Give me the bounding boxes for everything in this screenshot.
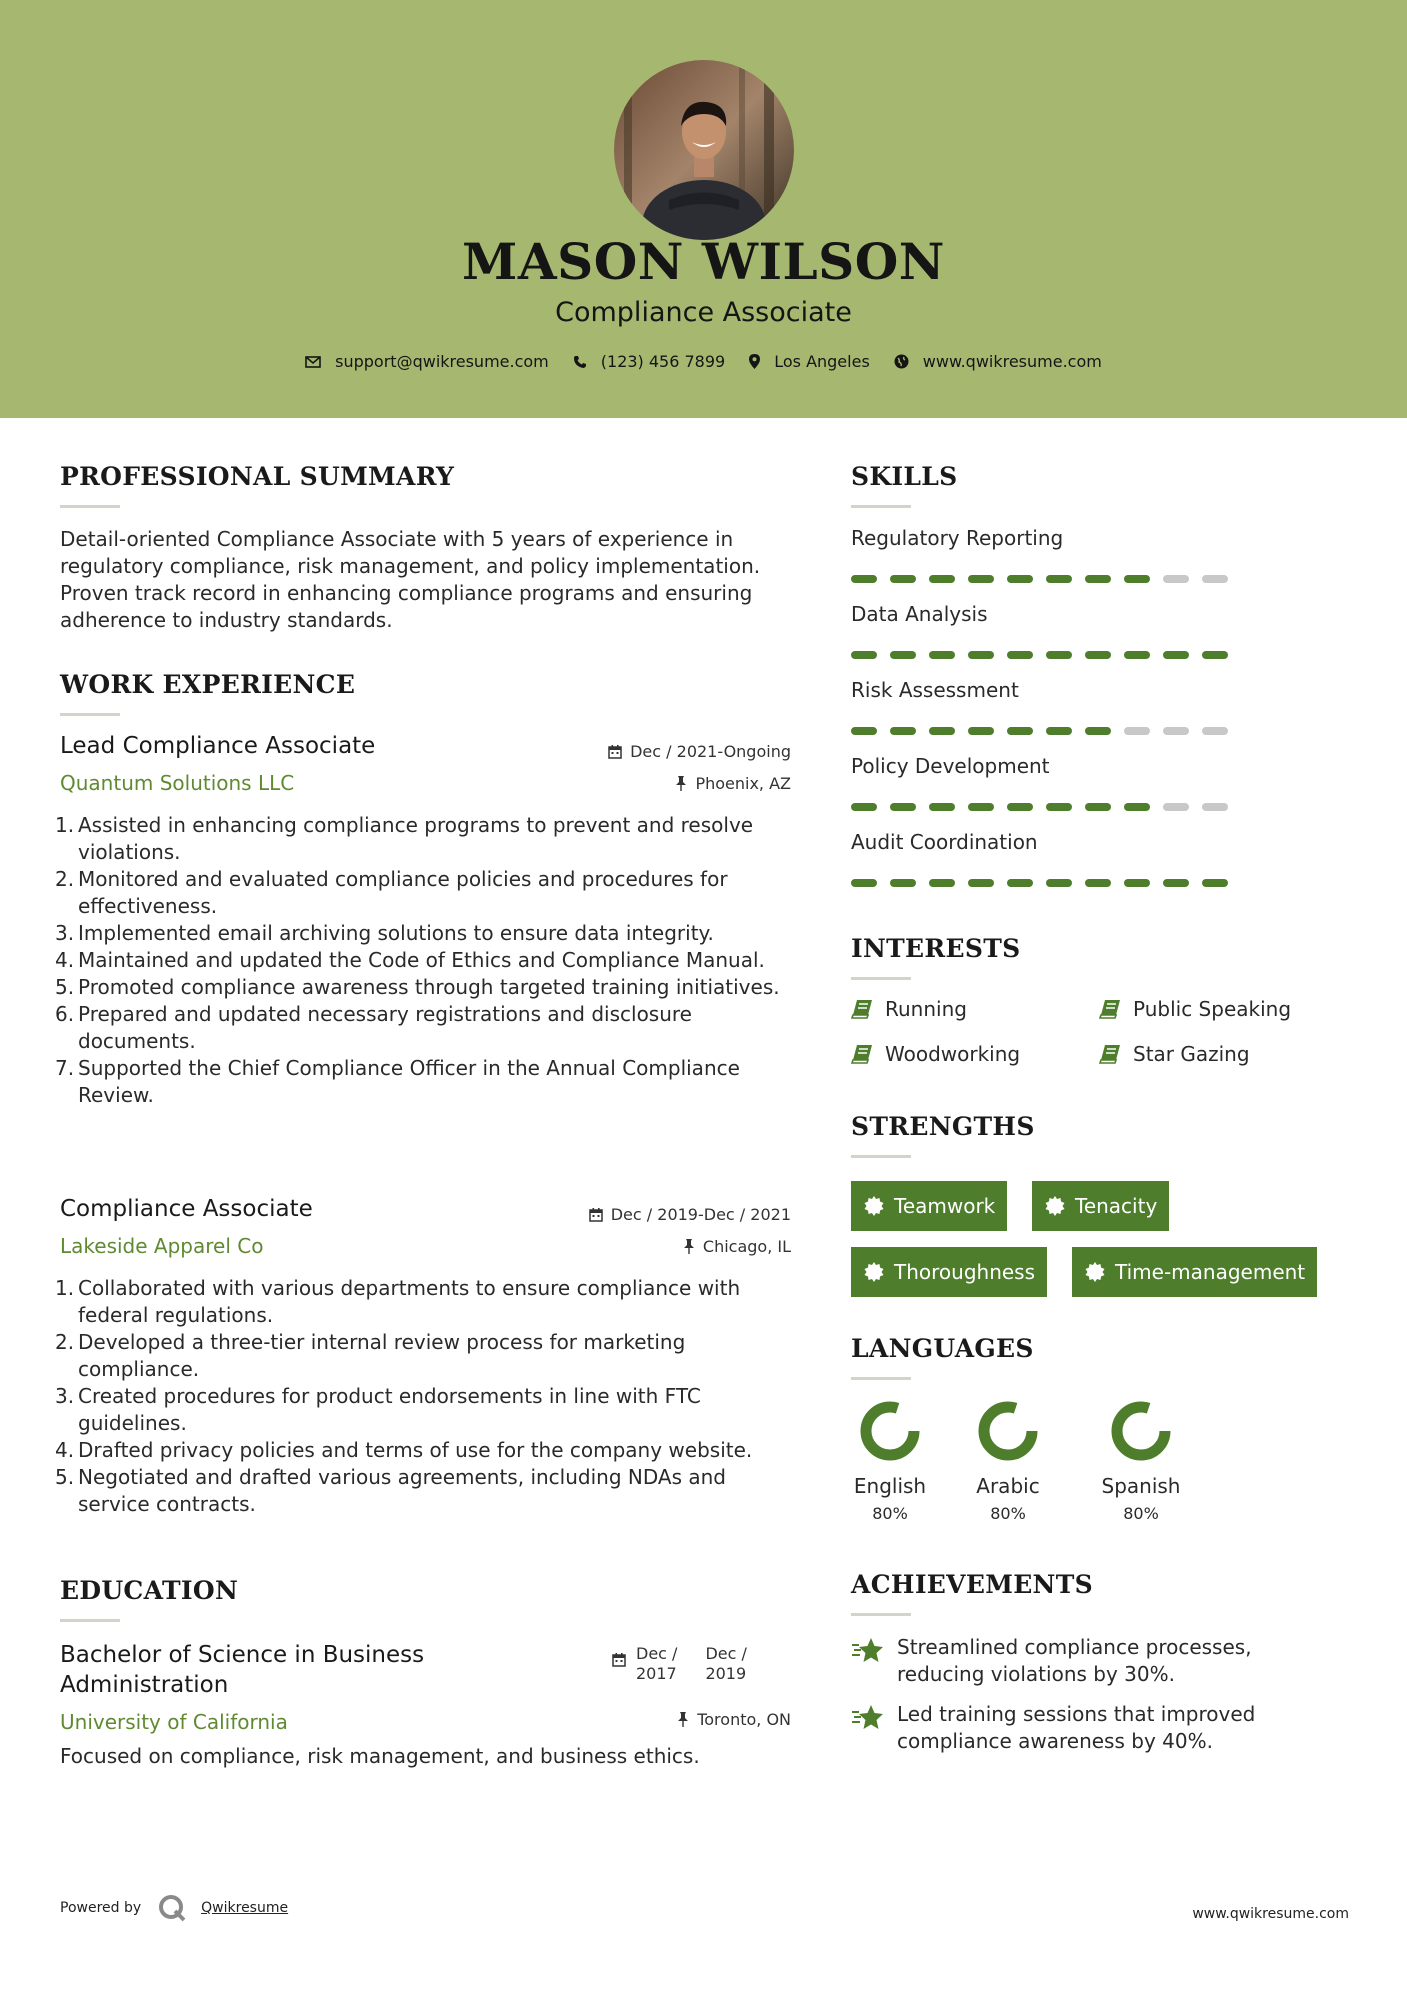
- strength-label: Time-management: [1115, 1260, 1306, 1284]
- section-divider: [851, 1377, 911, 1380]
- skill-dot-filled: [968, 575, 994, 583]
- job-bullets: [55, 1275, 795, 1518]
- bullet-text: Negotiated and drafted various agreements, including NDAs and service contracts.: [78, 1465, 726, 1516]
- contact-website[interactable]: [894, 352, 1102, 371]
- skill-dot-filled: [1163, 879, 1189, 887]
- summary-heading: PROFESSIONAL SUMMARY: [60, 462, 455, 491]
- star-icon: [851, 1636, 885, 1664]
- languages-heading: LANGUAGES: [851, 1334, 1034, 1363]
- edu-start-year: 2017: [636, 1664, 677, 1683]
- skill-dot-filled: [1007, 879, 1033, 887]
- skill-dot-filled: [929, 651, 955, 659]
- job-title: Compliance Associate: [60, 1196, 313, 1222]
- section-divider: [851, 1155, 911, 1158]
- skill-dot-filled: [968, 727, 994, 735]
- interest-item: [851, 997, 967, 1021]
- skill-dot-filled: [929, 727, 955, 735]
- skill-dot-filled: [1046, 575, 1072, 583]
- calendar-icon: [589, 1208, 603, 1222]
- interest-item: [851, 1042, 1020, 1066]
- skill-dot-filled: [1007, 651, 1033, 659]
- language-percent: 80%: [872, 1504, 908, 1523]
- language-item: [835, 1400, 945, 1523]
- bullet-number: 3.: [55, 921, 75, 945]
- bullet-item: [55, 1464, 795, 1518]
- achievement-item: [851, 1701, 1331, 1755]
- edu-end-month: Dec /: [705, 1644, 747, 1663]
- skill-dot-empty: [1202, 803, 1228, 811]
- language-name: Arabic: [976, 1474, 1040, 1498]
- skill-dot-filled: [1007, 727, 1033, 735]
- bullet-item: [55, 947, 795, 974]
- skill-dot-filled: [929, 803, 955, 811]
- language-name: Spanish: [1101, 1474, 1181, 1498]
- skill-dot-empty: [1163, 803, 1189, 811]
- edu-start-month: Dec /: [636, 1644, 678, 1663]
- bullet-number: 1.: [55, 1276, 75, 1300]
- map-pin-icon: [749, 354, 760, 369]
- calendar-icon: [612, 1653, 626, 1667]
- strength-chip: [1032, 1181, 1169, 1231]
- skill-dot-empty: [1202, 575, 1228, 583]
- strength-chip: [851, 1247, 1047, 1297]
- skill-dot-filled: [1007, 803, 1033, 811]
- badge-icon: [1045, 1196, 1065, 1216]
- job-location-text: Chicago, IL: [702, 1237, 791, 1256]
- pushpin-icon: [677, 1712, 689, 1727]
- bullet-number: 2.: [55, 867, 75, 891]
- strength-chip: [1072, 1247, 1317, 1297]
- envelope-icon: [305, 356, 321, 368]
- strength-label: Tenacity: [1075, 1194, 1158, 1218]
- skill-dot-filled: [851, 803, 877, 811]
- job-dates-text: Dec / 2021-Ongoing: [630, 742, 791, 761]
- skill-label: Audit Coordination: [851, 830, 1038, 854]
- bullet-item: [55, 1329, 795, 1383]
- skill-dot-filled: [1007, 575, 1033, 583]
- skill-dot-empty: [1124, 727, 1150, 735]
- section-divider: [851, 505, 911, 508]
- pushpin-icon: [675, 776, 687, 791]
- bullet-item: [55, 812, 795, 866]
- job-title: Lead Compliance Associate: [60, 733, 376, 759]
- bullet-text: Developed a three-tier internal review process for marketing compliance.: [78, 1330, 686, 1381]
- interest-label: Public Speaking: [1133, 997, 1292, 1021]
- degree-line: Bachelor of Science in Business: [60, 1642, 425, 1668]
- education-location: [677, 1710, 791, 1729]
- skill-dot-empty: [1163, 727, 1189, 735]
- bullet-number: 5.: [55, 975, 75, 999]
- school-name: University of California: [60, 1710, 288, 1734]
- skill-dot-filled: [1046, 651, 1072, 659]
- resume-header: [0, 0, 1407, 418]
- footer-url[interactable]: www.qwikresume.com: [1192, 1906, 1349, 1922]
- language-percent: 80%: [990, 1504, 1026, 1523]
- strengths-heading: STRENGTHS: [851, 1112, 1035, 1141]
- bullet-item: [55, 1383, 795, 1437]
- book-icon: [1099, 999, 1121, 1019]
- footer-powered-by: [60, 1893, 288, 1923]
- location-text: Los Angeles: [774, 352, 870, 371]
- job-location: [675, 774, 791, 793]
- globe-icon: [894, 354, 909, 369]
- bullet-text: Maintained and updated the Code of Ethics and Compliance Manual.: [78, 948, 765, 972]
- skill-dot-filled: [1124, 575, 1150, 583]
- skill-dot-filled: [1046, 879, 1072, 887]
- skill-dot-empty: [1202, 727, 1228, 735]
- skill-dot-filled: [968, 803, 994, 811]
- interest-label: Running: [885, 997, 967, 1021]
- bullet-number: 4.: [55, 948, 75, 972]
- candidate-name: MASON WILSON: [462, 232, 945, 291]
- skill-dot-filled: [890, 803, 916, 811]
- skill-dot-filled: [890, 879, 916, 887]
- candidate-title: Compliance Associate: [555, 297, 852, 328]
- skill-dot-filled: [851, 879, 877, 887]
- phone-icon: [573, 355, 587, 369]
- qwikresume-logo-icon: [157, 1893, 187, 1923]
- skill-dot-filled: [1124, 651, 1150, 659]
- education-description: Focused on compliance, risk management, and business ethics.: [60, 1744, 700, 1768]
- skill-dot-filled: [890, 651, 916, 659]
- bullet-text: Drafted privacy policies and terms of use for the company website.: [78, 1438, 753, 1462]
- star-icon: [851, 1703, 885, 1731]
- language-progress-ring: [977, 1400, 1039, 1462]
- job-dates-text: Dec / 2019-Dec / 2021: [610, 1205, 791, 1224]
- skill-dot-filled: [929, 575, 955, 583]
- skill-dot-filled: [1124, 879, 1150, 887]
- bullet-item: [55, 920, 795, 947]
- strength-label: Teamwork: [894, 1194, 996, 1218]
- section-divider: [851, 1613, 911, 1616]
- book-icon: [851, 999, 873, 1019]
- education-heading: EDUCATION: [60, 1576, 239, 1605]
- contact-email[interactable]: [305, 352, 549, 371]
- interest-item: [1099, 997, 1291, 1021]
- bullet-number: 6.: [55, 1002, 75, 1026]
- section-divider: [60, 713, 120, 716]
- job-location-text: Phoenix, AZ: [695, 774, 791, 793]
- contact-bar: [0, 352, 1407, 371]
- bullet-number: 3.: [55, 1384, 75, 1408]
- job-dates: [589, 1205, 791, 1224]
- phone-text: (123) 456 7899: [600, 352, 726, 371]
- skill-dot-filled: [1163, 651, 1189, 659]
- job-bullets: [55, 812, 795, 1109]
- badge-icon: [1085, 1262, 1105, 1282]
- achievements-heading: ACHIEVEMENTS: [851, 1570, 1093, 1599]
- education-dates: [612, 1644, 747, 1684]
- skill-label: Risk Assessment: [851, 678, 1019, 702]
- contact-phone[interactable]: [573, 352, 725, 371]
- experience-heading: WORK EXPERIENCE: [60, 670, 356, 699]
- section-divider: [851, 977, 911, 980]
- bullet-text: Implemented email archiving solutions to ensure data integrity.: [78, 921, 714, 945]
- bullet-text: Supported the Chief Compliance Officer in the Annual Compliance Review.: [78, 1056, 740, 1107]
- section-divider: [60, 1619, 120, 1622]
- language-name: English: [853, 1474, 927, 1498]
- skills-heading: SKILLS: [851, 462, 958, 491]
- bullet-number: 1.: [55, 813, 75, 837]
- badge-icon: [864, 1196, 884, 1216]
- bullet-item: [55, 1275, 795, 1329]
- bullet-text: Assisted in enhancing compliance programs to prevent and resolve violations.: [78, 813, 754, 864]
- skill-dot-filled: [929, 879, 955, 887]
- strength-label: Thoroughness: [894, 1260, 1036, 1284]
- powered-by-text: Powered by: [60, 1900, 142, 1916]
- bullet-text: Monitored and evaluated compliance policies and procedures for effectiveness.: [78, 867, 728, 918]
- book-icon: [851, 1044, 873, 1064]
- job-location: [683, 1237, 791, 1256]
- interest-item: [1099, 1042, 1250, 1066]
- bullet-item: [55, 974, 795, 1001]
- email-text: support@qwikresume.com: [335, 352, 549, 371]
- skill-dot-filled: [1046, 803, 1072, 811]
- skill-dot-filled: [890, 575, 916, 583]
- pushpin-icon: [683, 1239, 695, 1254]
- bullet-text: Prepared and updated necessary registrations and disclosure documents.: [78, 1002, 692, 1053]
- skill-label: Regulatory Reporting: [851, 526, 1064, 550]
- company-name: Lakeside Apparel Co: [60, 1234, 264, 1258]
- interests-heading: INTERESTS: [851, 934, 1021, 963]
- company-name: Quantum Solutions LLC: [60, 771, 295, 795]
- skill-label: Data Analysis: [851, 602, 988, 626]
- website-text: www.qwikresume.com: [922, 352, 1102, 371]
- degree-title: [60, 1640, 424, 1700]
- language-progress-arc: [866, 1407, 914, 1455]
- language-progress-ring: [859, 1400, 921, 1462]
- skill-dot-filled: [1085, 727, 1111, 735]
- language-progress-arc: [984, 1407, 1032, 1455]
- interest-label: Star Gazing: [1133, 1042, 1250, 1066]
- bullet-item: [55, 1001, 795, 1055]
- bullet-text: Promoted compliance awareness through targeted training initiatives.: [78, 975, 780, 999]
- section-divider: [60, 505, 120, 508]
- bullet-number: 4.: [55, 1438, 75, 1462]
- job-dates: [608, 742, 791, 761]
- language-percent: 80%: [1123, 1504, 1159, 1523]
- profile-photo: [614, 60, 794, 240]
- language-item: [953, 1400, 1063, 1523]
- skill-dot-filled: [890, 727, 916, 735]
- degree-line: Administration: [60, 1672, 229, 1698]
- edu-end: [705, 1644, 746, 1684]
- brand-link[interactable]: Qwikresume: [201, 1900, 289, 1916]
- skill-dot-filled: [1085, 575, 1111, 583]
- interest-label: Woodworking: [885, 1042, 1021, 1066]
- badge-icon: [864, 1262, 884, 1282]
- skill-dot-filled: [1202, 879, 1228, 887]
- edu-start: [636, 1644, 677, 1684]
- bullet-item: [55, 866, 795, 920]
- contact-location: [749, 352, 870, 371]
- skill-dot-filled: [968, 879, 994, 887]
- bullet-number: 2.: [55, 1330, 75, 1354]
- achievement-item: [851, 1634, 1331, 1688]
- skill-dot-filled: [851, 727, 877, 735]
- bullet-text: Created procedures for product endorsements in line with FTC guidelines.: [78, 1384, 701, 1435]
- skill-dot-filled: [1085, 803, 1111, 811]
- skill-dot-filled: [851, 651, 877, 659]
- language-progress-arc: [1117, 1407, 1165, 1455]
- skill-dot-filled: [1202, 651, 1228, 659]
- skill-dot-filled: [1124, 803, 1150, 811]
- skill-dot-filled: [968, 651, 994, 659]
- bullet-item: [55, 1055, 795, 1109]
- strength-chip: [851, 1181, 1007, 1231]
- skill-dot-empty: [1163, 575, 1189, 583]
- bullet-number: 5.: [55, 1465, 75, 1489]
- language-progress-ring: [1110, 1400, 1172, 1462]
- calendar-icon: [608, 745, 622, 759]
- bullet-item: [55, 1437, 795, 1464]
- language-item: [1086, 1400, 1196, 1523]
- skill-dot-filled: [851, 575, 877, 583]
- skill-dot-filled: [1085, 651, 1111, 659]
- summary-text: Detail-oriented Compliance Associate with 5 years of experience in regulatory compliance, risk management, and policy implementation. Proven track record in enhancing compliance programs and ensuring adherence to industry standards.: [60, 527, 761, 632]
- skill-dot-filled: [1046, 727, 1072, 735]
- achievement-text: Led training sessions that improved compliance awareness by 40%.: [897, 1702, 1256, 1753]
- achievement-text: Streamlined compliance processes, reducing violations by 30%.: [897, 1635, 1252, 1686]
- education-location-text: Toronto, ON: [697, 1710, 791, 1729]
- skill-label: Policy Development: [851, 754, 1050, 778]
- bullet-text: Collaborated with various departments to ensure compliance with federal regulations.: [78, 1276, 741, 1327]
- edu-end-year: 2019: [705, 1664, 747, 1683]
- bullet-number: 7.: [55, 1056, 75, 1080]
- book-icon: [1099, 1044, 1121, 1064]
- skill-dot-filled: [1085, 879, 1111, 887]
